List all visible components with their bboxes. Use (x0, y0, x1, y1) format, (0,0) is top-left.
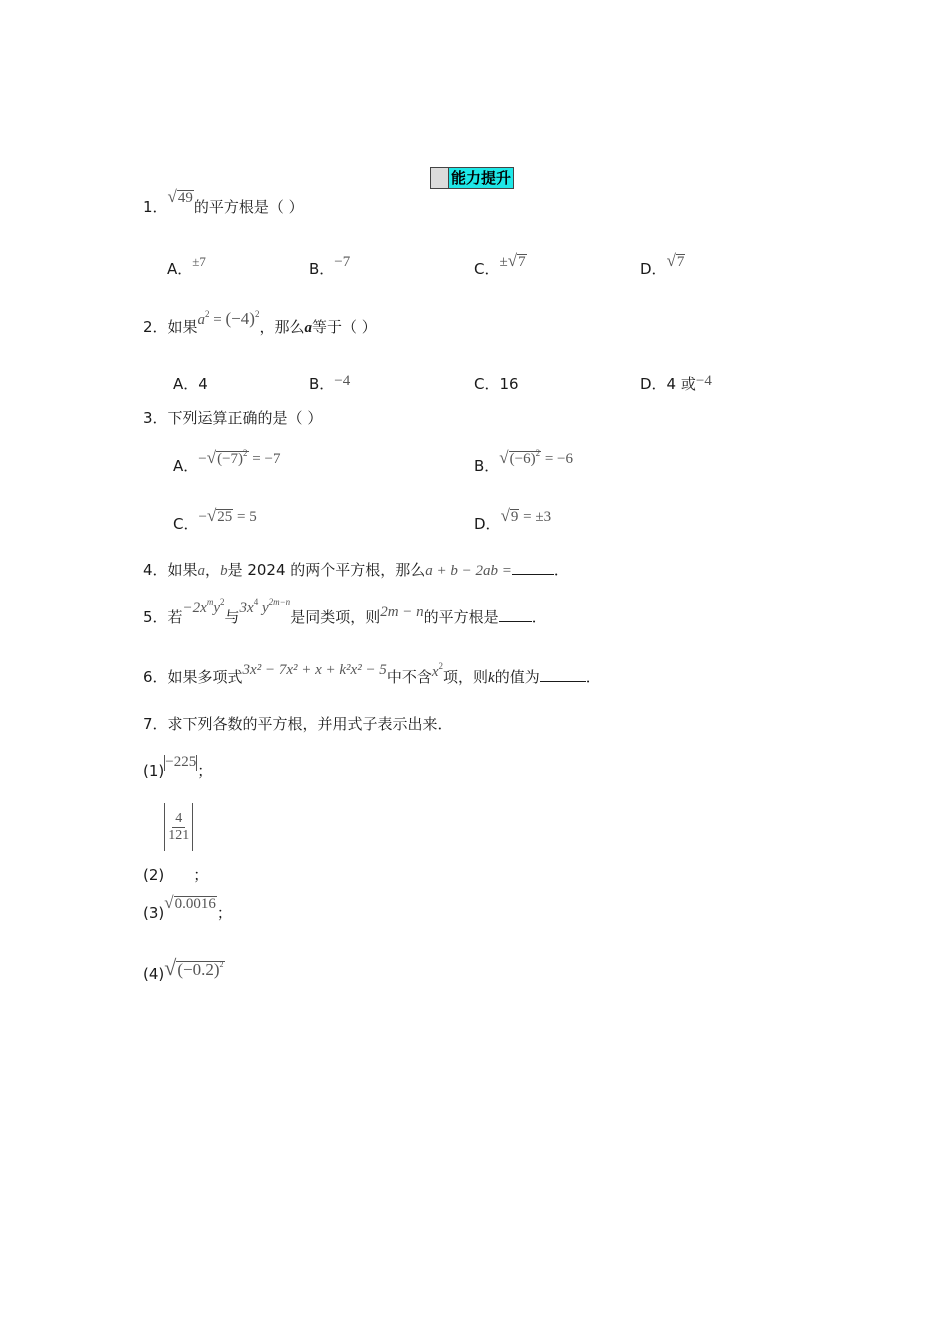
q3-option-a: A．$-√(-7)^2 = -7$ (173, 448, 281, 475)
text-q7-p4-exp: 2 (219, 960, 224, 969)
text-q3-B-rad: (−6) (509, 451, 536, 467)
text-q2-text1: ，那么 (259, 318, 305, 336)
text-q5-t1e: 2 (220, 597, 225, 607)
text-q5-text3: 的平方根是 (423, 608, 499, 626)
text-q1-opts-0-val: ±7 (192, 254, 206, 269)
text-q7-p4-label: (4) (143, 965, 165, 983)
text-q2-num: 2．如果 (143, 318, 198, 336)
text-q1-opts-3-label: D． (640, 260, 667, 278)
q1-option-d: D．√7 (640, 251, 685, 278)
q1-option-a (167, 254, 206, 279)
title-marker (431, 168, 449, 188)
text-q3-B-exp: 2 (535, 448, 541, 458)
text-q4-b: b (220, 563, 228, 579)
text-q5-expr: 2m − n (380, 604, 424, 620)
answer-blank[interactable] (499, 607, 532, 622)
text-q5-t2e: 4 (253, 597, 259, 607)
text-q3-A-post: = −7 (252, 451, 281, 467)
text-q3-C-post: = 5 (237, 509, 257, 525)
text-q7-p1-end: ； (197, 762, 213, 780)
text-q2-exp: 2 (205, 309, 210, 319)
text-q1-opts-2-label: C． (474, 260, 500, 278)
text-q7-p1-label: (1) (143, 762, 165, 780)
text-q3-B-post: = −6 (544, 451, 574, 467)
question-4 (143, 559, 569, 580)
text-q2-text2: 等于（ ） (311, 318, 377, 336)
text-q2-opts-3-label: D．4 或 (640, 375, 696, 393)
text-q7-p2-den: 121 (168, 827, 190, 843)
text-q1-expr: 49 (177, 190, 193, 206)
q7-part-2 (143, 803, 209, 884)
text-q6-xe: 2 (438, 661, 443, 671)
section-title (430, 167, 514, 189)
text-q4-sep: ， (205, 561, 221, 579)
question-5 (143, 597, 547, 627)
text-q2-var: a (304, 320, 312, 336)
text-q5-t2: 3x (239, 600, 254, 616)
text-q5-num: 5．若 (143, 608, 183, 626)
text-q3-C-pre: − (198, 509, 207, 525)
text-q4-expr: a + b − 2ab = (425, 563, 512, 579)
text-q5-t1y: y (213, 600, 220, 616)
text-q2-opts-0-label: A．4 (173, 375, 208, 393)
section-title-text: 能力提升 (451, 169, 512, 187)
text-q1-opts-2-rad: 7 (518, 254, 526, 270)
text-q3-text: 3．下列运算正确的是（ ） (143, 409, 323, 427)
text-q6-k: k (488, 670, 495, 686)
text-q5-text1: 与 (224, 608, 240, 626)
text-q6-text1: 中不含 (386, 668, 432, 686)
q2-option-d (640, 373, 712, 394)
text-q3-C-rad: 25 (217, 509, 233, 525)
text-q3-A-pre: − (198, 451, 207, 467)
text-q7-p2-label: (2) (143, 866, 165, 884)
text-q7-p1-expr: −225 (165, 754, 197, 770)
text-q3-A-label: A． (173, 457, 199, 475)
text-q2-opts-3-val: −4 (695, 373, 712, 389)
text-q4-num: 4．如果 (143, 561, 198, 579)
text-q1-opts-1-label: B． (309, 260, 335, 278)
text-q4-text1: 是 2024 的两个平方根，那么 (227, 561, 426, 579)
text-q2-opts-2-label: C．16 (474, 375, 519, 393)
text-q6-x: x (431, 664, 439, 680)
q2-option-a (173, 373, 208, 394)
text-q5-end: ． (531, 608, 547, 626)
text-q2-lhs: a (197, 312, 206, 328)
text-q4-a: a (197, 563, 206, 579)
q7-part-3: (3)√0.0016； (143, 893, 232, 922)
text-q7-p4-rad: (−0.2) (177, 960, 220, 979)
text-q6-num: 6．如果多项式 (143, 668, 243, 686)
text-q5-t1m: m (206, 597, 214, 607)
text-q2-opts-1-label: B． (309, 375, 335, 393)
text-q1-text: 的平方根是（ ） (193, 198, 304, 216)
text-q6-end: ． (585, 668, 601, 686)
text-q6-text3: 的值为 (494, 668, 540, 686)
q3-option-c: C．−√25 = 5 (173, 506, 257, 533)
q3-option-d: D．√9 = ±3 (474, 506, 552, 533)
text-q5-text2: 是同类项，则 (290, 608, 381, 626)
text-q5-t2y: y (261, 600, 269, 616)
text-q3-D-label: D． (474, 515, 501, 533)
text-q3-B-label: B． (474, 457, 500, 475)
text-q3-A-rad: (−7) (217, 451, 244, 467)
text-q1-opts-1-val: −7 (334, 254, 351, 270)
q1-option-b (309, 254, 351, 279)
answer-blank[interactable] (512, 560, 554, 575)
q1-option-c: C．±√7 (474, 251, 526, 278)
text-q6-text2: 项，则 (443, 668, 489, 686)
question-6 (143, 661, 601, 687)
text-q7-p2-end: ； (193, 866, 209, 884)
question-2 (143, 309, 377, 337)
text-q7-p2-num: 4 (172, 811, 185, 828)
answer-blank[interactable] (540, 667, 586, 682)
text-q6-poly: 3x² − 7x² + x + k²x² − 5 (242, 662, 387, 678)
text-q3-C-label: C． (173, 515, 199, 533)
q7-part-4: $(4)√(-0.2)^2$ (143, 955, 224, 983)
text-q3-D-post: = ±3 (523, 509, 552, 525)
q7-part-1 (143, 754, 213, 781)
text-q1-num: 1． (143, 198, 168, 216)
question-1: 1．√49的平方根是（ ） (143, 187, 304, 216)
text-q5-t2ye: 2m−n (268, 597, 291, 607)
question-7 (143, 713, 453, 734)
text-q2-opts-1-val: −4 (334, 373, 351, 389)
q3-option-b: B．$√(-6)^2 = -6$ (474, 448, 574, 475)
q2-option-c (474, 373, 519, 394)
text-q7-p3-rad: 0.0016 (174, 896, 216, 912)
question-3 (143, 407, 322, 428)
text-q4-end: ． (553, 561, 569, 579)
text-q5-t1: −2x (182, 600, 207, 616)
q2-option-b (309, 373, 350, 394)
text-q2-rhs: (−4) (225, 309, 255, 328)
text-q3-A-exp: 2 (243, 448, 248, 458)
text-q2-rexp: 2 (254, 309, 260, 319)
text-q1-opts-2-pm: ± (499, 254, 508, 270)
text-q3-D-rad: 9 (510, 509, 519, 525)
text-q7-p3-label: (3) (143, 904, 165, 922)
text-q7-text: 7．求下列各数的平方根，并用式子表示出来． (143, 715, 453, 733)
text-q7-p3-end: ； (216, 904, 232, 922)
text-q2-eq: = (213, 312, 222, 328)
text-q1-opts-0-label: A． (167, 260, 193, 278)
text-q1-opts-3-rad: 7 (676, 254, 685, 270)
